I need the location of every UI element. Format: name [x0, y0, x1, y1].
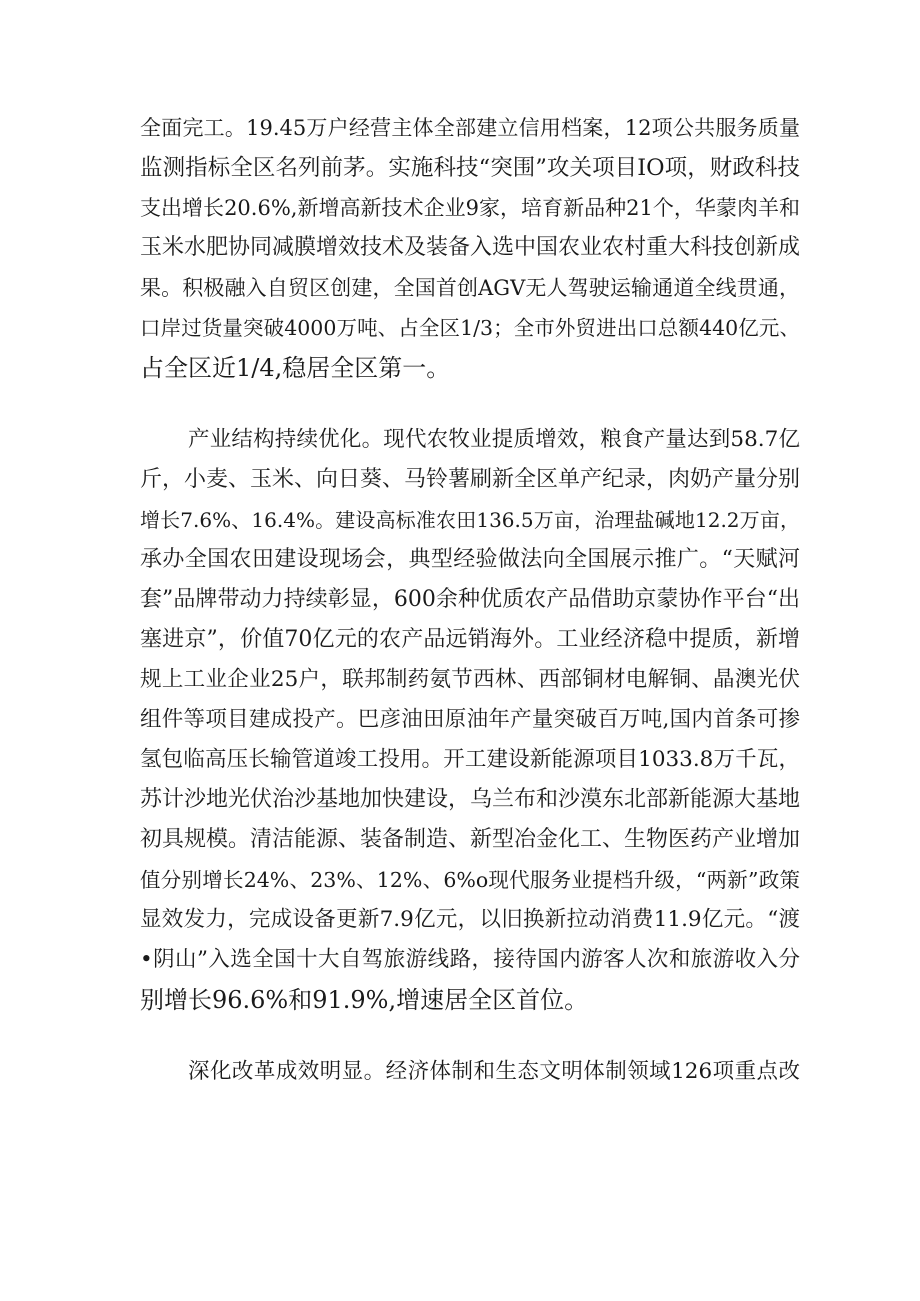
text-line: 占全区近1/4,稳居全区第一。: [140, 354, 451, 382]
text-line: 产业结构持续优化。现代农牧业提质增效，粮食产量达到58.7亿: [188, 427, 800, 452]
text-line: 深化改革成效明显。经济体制和生态文明体制领域126项重点改: [188, 1059, 800, 1084]
text-line: 监测指标全区名列前茅。实施科技“突围”攻关项目IO项，财政科技: [140, 155, 800, 181]
text-line: 别增长96.6%和91.9%,增速居全区首位。: [140, 986, 589, 1014]
text-line: 塞进京”，价值70亿元的农产品远销海外。工业经济稳中提质，新增: [140, 627, 800, 652]
text-line: 支出增长20.6%,新增高新技术企业9家，培育新品种21个，华蒙肉羊和: [140, 196, 800, 220]
text-line: 斤，小麦、玉米、向日葵、马铃薯刷新全区单产纪录，肉奶产量分别: [140, 467, 800, 492]
text-line: 氢包临高压长输管道竣工投用。开工建设新能源项目1033.8万千瓦，: [140, 747, 800, 772]
text-line: 规上工业企业25户，联邦制药氨节西林、西部铜材电解铜、晶澳光伏: [140, 667, 800, 692]
text-line: 组件等项目建成投产。巴彦油田原油年产量突破百万吨,国内首条可掺: [140, 707, 800, 732]
text-line: 全面完工。19.45万户经营主体全部建立信用档案，12项公共服务质量: [140, 116, 800, 140]
text-line: 显效发力，完成设备更新7.9亿元，以旧换新拉动消费11.9亿元。“渡: [140, 907, 800, 932]
text-line: 苏计沙地光伏治沙基地加快建设，乌兰布和沙漠东北部新能源大基地: [140, 787, 800, 812]
text-line: 套”品牌带动力持续彰显，600余种优质农产品借助京蒙协作平台“出: [140, 587, 800, 612]
text-line: 承办全国农田建设现场会，典型经验做法向全国展示推广。“天赋河: [140, 547, 800, 572]
text-line: 值分别增长24%、23%、12%、6%o现代服务业提档升级，“两新”政策: [140, 868, 800, 892]
text-line: 口岸过货量突破4000万吨、占全区1/3；全市外贸进出口总额440亿元、: [140, 316, 800, 340]
text-line: 初具规模。清洁能源、装备制造、新型冶金化工、生物医药产业增加: [140, 827, 800, 852]
text-line: 玉米水肥协同减膜增效技术及装备入选中国农业农村重大科技创新成: [140, 235, 800, 260]
text-line: 果。积极融入自贸区创建，全国首创AGV无人驾驶运输通道全线贯通，: [140, 276, 800, 300]
text-line: 增长7.6%、16.4%。建设高标准农田136.5万亩，治理盐碱地12.2万亩，: [140, 508, 800, 532]
text-line: •阴山”入选全国十大自驾旅游线路，接待国内游客人次和旅游收入分: [140, 947, 800, 972]
